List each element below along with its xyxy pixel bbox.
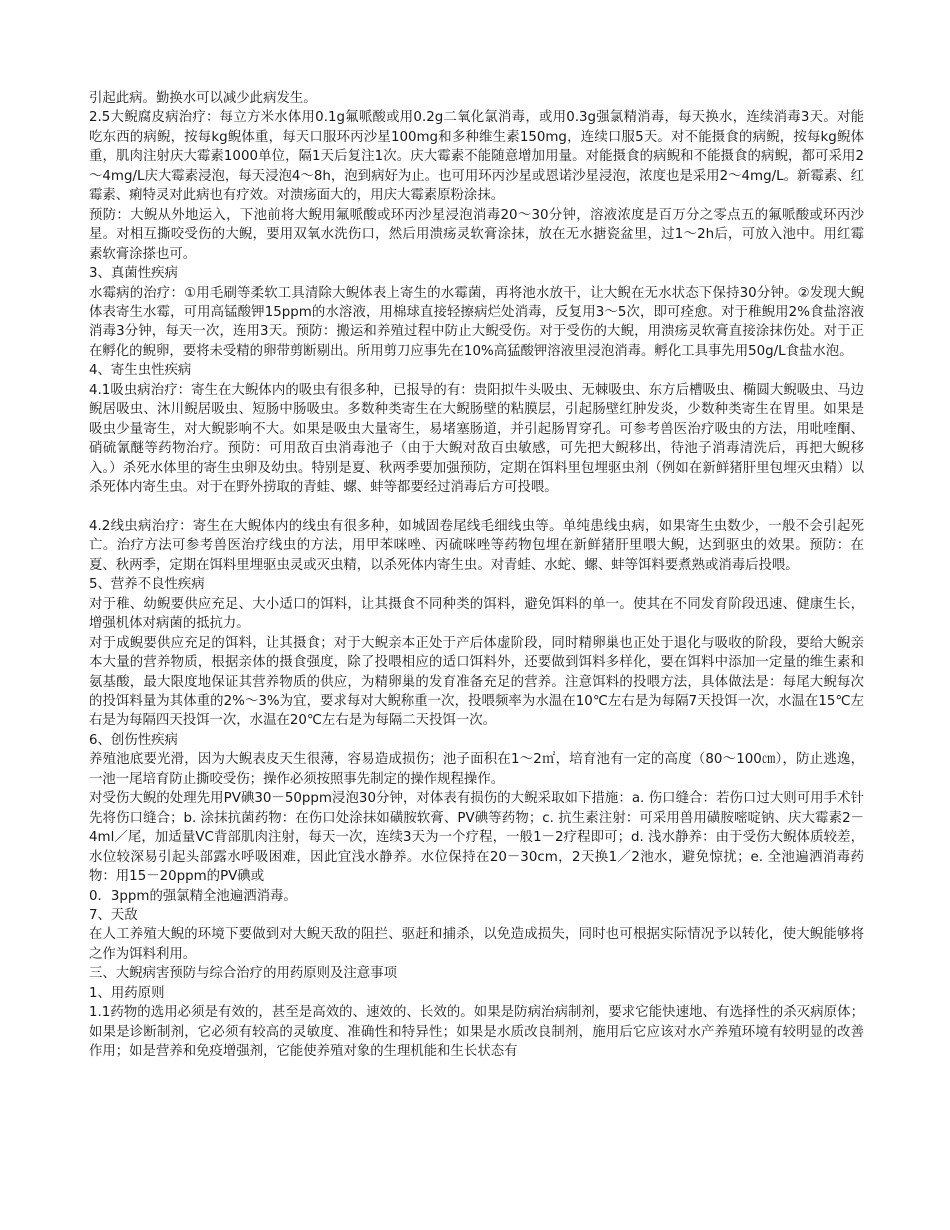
paragraph-juvenile-feeding: 对于稚、幼鲵要供应充足、大小适口的饵料，让其摄食不同种类的饵料，避免饵料的单一。使其在不同发育阶段迅速、健康生长，增强机体对病菌的抵抗力。 [89,596,864,632]
heading-parasitic-disease: 4、寄生虫性疾病 [89,363,192,379]
paragraph-rot-skin-treatment: 2.5大鲵腐皮病治疗：每立方米水体用0.1g氟哌酸或用0.2g二氧化氯消毒，或用0.3g强氯精消毒，每天换水，连续消毒3天。对能吃东西的病鲵，按每kg鲵体重，每天口服环丙沙星100mg和多种维生素150mg，连续口服5天。对不能摄食的病鲵，按每kg鲵体重，肌肉注射庆大霉素1000单位，隔1天后复注1次。庆大霉素不能随意增加用量。对能摄食的病鲵和不能摄食的病鲵，都可采用2～4mg/L庆大霉素浸泡，每天浸泡4～8h，泡到病好为止。也可用环丙沙星或恩诺沙星浸泡，浓度也是采用2～4mg/L。新霉素、红霉素、痢特灵对此病也有疗效。对溃疡面大的，用庆大霉素原粉涂抹。 [89,110,864,204]
heading-section-three: 三、大鲵病害预防与综合治疗的用药原则及注意事项 [89,966,397,982]
paragraph-pond-setup: 养殖池底要光滑，因为大鲵表皮天生很薄，容易造成损伤；池子面积在1～2㎡，培育池有一定的高度（80～100㎝），防止逃逸，一池一尾培育防止撕咬受伤；操作必须按照事先制定的操作规程操作。 [89,752,864,787]
heading-traumatic-disease: 6、创伤性疾病 [89,732,178,748]
paragraph-water-mold: 水霉病的治疗：①用毛刷等柔软工具清除大鲵体表上寄生的水霉菌，再将池水放干，让大鲵在无水状态下保持30分钟。②发现大鲵体表寄生水霉，可用高锰酸钾15ppm的水溶液，用棉球直接轻擦病烂处消毒，反复用3～5次，即可痊愈。对于稚鲵用2%食盐溶液消毒3分钟，每天一次，连用3天。预防：搬运和养殖过程中防止大鲵受伤。对于受伤的大鲵，用溃疡灵软膏直接涂抹伤处。对于正在孵化的鲵卵，要将未受精的卵带剪断剔出。所用剪刀应事先在10%高猛酸钾溶液里浸泡消毒。孵化工具事先用50g/L食盐水泡。 [89,285,864,359]
paragraph-fluke-disease: 4.1吸虫病治疗：寄生在大鲵体内的吸虫有很多种，已报导的有：贵阳拟牛头吸虫、无棘吸虫、东方后槽吸虫、椭圆大鲵吸虫、马边鲵居吸虫、沐川鲵居吸虫、短肠中肠吸虫。多数种类寄生在大鲵肠壁的粘膜层，引起肠壁红肿发炎，少数种类寄生在胃里。如果是吸虫少量寄生，对大鲵影响不大。如果是吸虫大量寄生，易堵塞肠道，并引起肠胃穿孔。可参考兽医治疗吸虫的方法，用吡喹酮、硝硫氰醚等药物治疗。预防：可用敌百虫消毒池子（由于大鲵对敌百虫敏感，可先把大鲵移出，待池子消毒清洗后，再把大鲵移入。）杀死水体里的寄生虫卵及幼虫。特别是夏、秋两季要加强预防，定期在饵料里包埋驱虫剂（例如在新鲜猪肝里包埋灭虫精）以杀死体内寄生虫。对于在野外捞取的青蛙、螺、蚌等都要经过消毒后方可投喂。 [89,382,864,496]
paragraph-rot-skin-prevention: 预防：大鲵从外地运入，下池前将大鲵用氟哌酸或环丙沙星浸泡消毒20～30分钟，溶液浓度是百万分之零点五的氟哌酸或环丙沙星。对相互撕咬受伤的大鲵，要用双氧水洗伤口，然后用溃疡灵软膏涂抹，放在无水搪瓷盆里，过1～2h后，可放入池中。用红霉素软膏涂搽也可。 [89,207,864,262]
paragraph-injury-treatment-end: 0．3ppm的强氯精全池遍洒消毒。 [89,888,297,904]
paragraph-nematode-disease: 4.2线虫病治疗：寄生在大鲵体内的线虫有很多种，如城固卷尾线毛细线虫等。单纯患线虫病，如果寄生虫数少，一般不会引起死亡。治疗方法可参考兽医治疗线虫的方法，用甲苯咪唑、丙硫咪唑等药物包埋在新鲜猪肝里喂大鲵，达到驱虫的效果。预防：在夏、秋两季，定期在饵料里埋驱虫灵或灭虫精，以杀死体内寄生虫。对青蛙、水蛇、螺、蚌等饵料要煮熟或消毒后投喂。 [89,518,864,573]
heading-drug-principles: 1、用药原则 [89,985,165,1001]
paragraph-adult-feeding: 对于成鲵要供应充足的饵料，让其摄食；对于大鲵亲本正处于产后体虚阶段，同时精卵巢也正处于退化与吸收的阶段，要给大鲵亲本大量的营养物质，根据亲体的摄食强度，除了投喂相应的适口饵料外，还要做到饵料多样化，要在饵料中添加一定量的维生素和氨基酸，最大限度地保证其营养物质的供应，为精卵巢的发育准备充足的营养。注意饵料的投喂方法，具体做法是：每尾大鲵每次的投饵料量为其体重的2%～3%为宜，要求每对大鲵称重一次，投喂频率为水温在10℃左右是为每隔7天投饵一次，水温在15℃左右是为每隔四天投饵一次，水温在20℃左右是为每隔二天投饵一次。 [89,635,864,729]
blank-line [89,498,864,517]
heading-fungal-disease: 3、真菌性疾病 [89,266,178,282]
paragraph-injury-treatment: 对受伤大鲵的处理先用PV碘30－50ppm浸泡30分钟，对体表有损伤的大鲵采取如下措施：a. 伤口缝合：若伤口过大则可用手术针先将伤口缝合；b. 涂抹抗菌药物：在伤口处涂抹如磺胺软膏、PV碘等药物；c. 抗生素注射：可采用兽用磺胺嘧啶钠、庆大霉素2－4ml／尾，加适量VC背部肌肉注射，每天一次，连续3天为一个疗程，一般1－2疗程即可；d. 浅水静养：由于受伤大鲵体质较差，水位较深易引起头部露水呼吸困难，因此宜浅水静养。水位保持在20－30cm，2天换1／2池水，避免惊扰；e. 全池遍洒消毒药物：用15－20ppm的PV碘或 [89,791,864,885]
paragraph-drug-selection: 1.1药物的选用必须是有效的，甚至是高效的、速效的、长效的。如果是防病治病制剂，要求它能快速地、有选择性的杀灭病原体；如果是诊断制剂，它必须有较高的灵敏度、准确性和特异性；如果是水质改良制剂，施用后它应该对水产养殖环境有较明显的改善作用；如是营养和免疫增强剂，它能使养殖对象的生理机能和生长状态有 [89,1005,864,1060]
heading-natural-enemies: 7、天敌 [89,908,138,924]
paragraph-continuation: 引起此病。勤换水可以减少此病发生。 [89,91,317,106]
heading-malnutrition: 5、营养不良性疾病 [89,577,205,593]
paragraph-natural-enemies: 在人工养殖大鲵的环境下要做到对大鲵天敌的阻拦、驱赶和捕杀，以免造成损失，同时也可根据实际情况予以转化，使大鲵能够将之作为饵料利用。 [89,927,864,962]
